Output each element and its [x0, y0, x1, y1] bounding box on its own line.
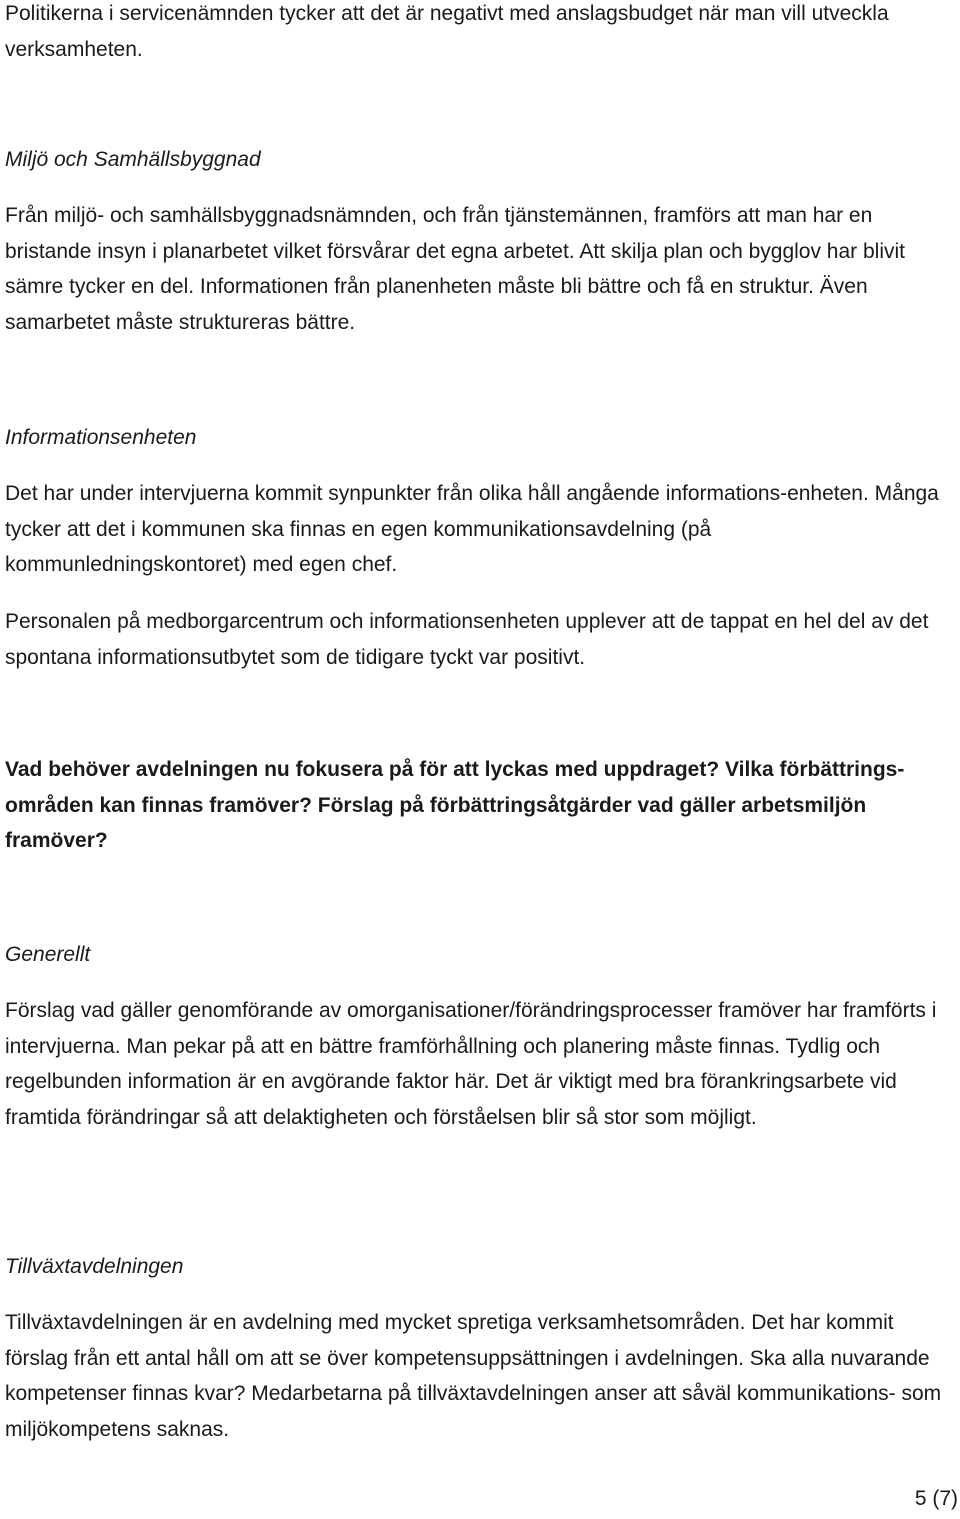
paragraph-miljo-och-samhallsbyggnad: Från miljö- och samhällsbyggnadsnämnden, och från tjänstemännen, framförs att man har en bristande insyn i planarbetet vilket försvårar det egna arbetet. Att skilja plan och bygglov har blivit sämre tycker en del. Informationen från planenheten måste bli bättre och få en struktur. Även samarbetet måste struktureras bättre.: [5, 204, 905, 334]
heading-tillvaxtavdelningen: Tillväxtavdelningen: [5, 1255, 184, 1278]
paragraph-servicenamnden: Politikerna i servicenämnden tycker att det är negativt med anslagsbudget när man vill utveckla verksamheten.: [5, 2, 889, 61]
heading-generellt: Generellt: [5, 943, 91, 966]
paragraph-informationsenheten-synpunkter: Det har under intervjuerna kommit synpunkter från olika håll angående informations-enheten. Många tycker att det i kommunen ska finnas en egen kommunikationsavdelning (på kommunledningskontoret) med egen chef.: [5, 482, 939, 576]
paragraph-tillvaxtavdelningen: Tillväxtavdelningen är en avdelning med mycket spretiga verksamhetsområden. Det har kommit förslag från ett antal håll om att se över kompetensuppsättningen i avdelningen. Ska alla nuvarande kompetenser finnas kvar? Medarbetarna på tillväxtavdelningen anser att såväl kommunikations- som miljökompetens saknas.: [5, 1311, 942, 1441]
heading-miljo-och-samhallsbyggnad: Miljö och Samhällsbyggnad: [5, 148, 261, 171]
question-heading-fokus: Vad behöver avdelningen nu fokusera på för att lyckas med uppdraget? Vilka förbättrings-områden kan finnas framöver? Förslag på förbättringsåtgärder vad gäller arbetsmiljön framöver?: [5, 758, 905, 852]
heading-informationsenheten: Informationsenheten: [5, 426, 197, 449]
paragraph-generellt: Förslag vad gäller genomförande av omorganisationer/förändringsprocesser framöver har framförts i intervjuerna. Man pekar på att en bättre framförhållning och planering måste finnas. Tydlig och regelbunden information är en avgörande faktor här. Det är viktigt med bra förankringsarbete vid framtida förändringar så att delaktigheten och förståelsen blir så stor som möjligt.: [5, 999, 937, 1129]
paragraph-medborgarcentrum: Personalen på medborgarcentrum och informationsenheten upplever att de tappat en hel del av det spontana informationsutbytet som de tidigare tyckt var positivt.: [5, 610, 929, 669]
page-number: 5 (7): [914, 1487, 958, 1510]
